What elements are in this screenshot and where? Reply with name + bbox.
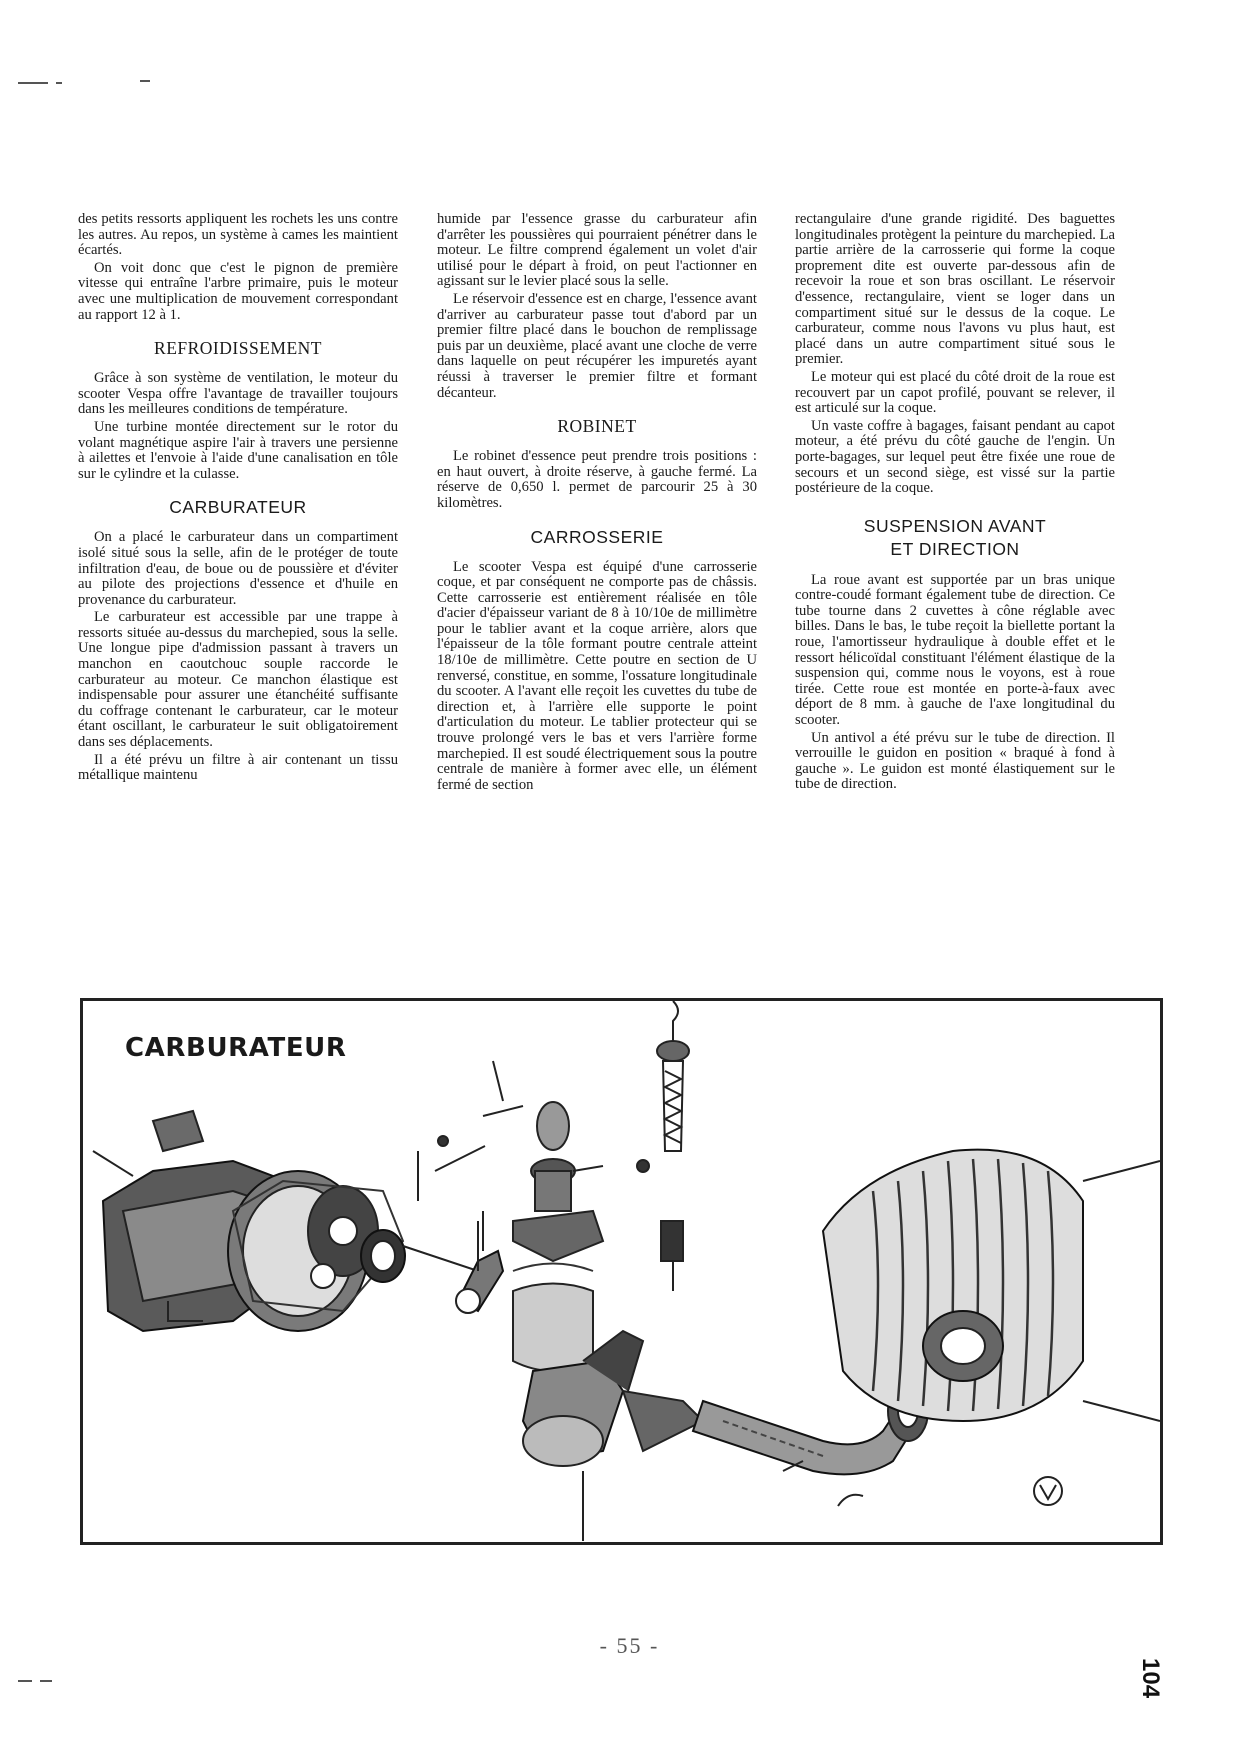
heading-line: ET DIRECTION [890, 538, 1020, 559]
paragraph: Le moteur qui est placé du côté droit de la roue est recouvert par un capot profilé, pouvant se relever, il est articulé sur la coque. [795, 368, 1115, 417]
engine-cylinder [823, 1150, 1160, 1421]
scan-mark [40, 1680, 52, 1682]
paragraph: humide par l'essence grasse du carburateur afin d'arrêter les poussières qui pourraient pénétrer dans le moteur. Le filtre comprend également un volet d'air utilisé pour le départ à froid, on peut l'actionner en agissant sur le levier placé sous la selle. [437, 211, 757, 290]
carburetor-exploded-diagram [80, 998, 1163, 1545]
archive-number: 104 [1137, 1658, 1164, 1699]
paragraph: La roue avant est supportée par un bras unique contre-coudé formant également tube de direction. Ce tube tourne dans 2 cuvettes à cône réglable avec billes. Dans le bas, le tube reçoit la biellette portant la roue, l'amortisseur hydraulique à double effet et le ressort hélicoïdal constituant l'élément élastique de la suspension qui, comme nous le voyons, est à roue tirée. Cette roue est montée en porte-à-faux avec déport de 8 mm. à gauche de l'axe longitudinal du scooter. [795, 571, 1115, 729]
paragraph: Le robinet d'essence peut prendre trois positions : en haut ouvert, à droite réserve, à gauche fermé. La réserve de 0,650 l. permet de parcourir 25 à 30 kilomètres. [437, 448, 757, 511]
heading-line: SUSPENSION AVANT [863, 515, 1047, 536]
paragraph: Un vaste coffre à bagages, faisant pendant au capot moteur, a été prévu du côté gauche de l'engin. Un porte-bagages, sur lequel peut être fixée une roue de secours et un second siège, est vissé sur la partie postérieure de la coque. [795, 417, 1115, 497]
text-column-1 [78, 212, 398, 784]
scan-mark [18, 82, 48, 84]
paragraph: Une turbine montée directement sur le rotor du volant magnétique aspire l'air à travers une persienne à ailettes et l'envoie à l'aide d'une canalisation en tôle sur le cylindre et la culasse. [78, 418, 398, 482]
spring-assembly [657, 1001, 689, 1291]
paragraph: des petits ressorts appliquent les rochets les uns contre les autres. Au repos, un système à cames les maintient écartés. [78, 211, 398, 259]
section-heading-carrosserie: CARROSSERIE [530, 526, 664, 547]
section-heading-robinet: ROBINET [557, 416, 637, 437]
assembly-line [403, 1246, 478, 1271]
paragraph: Grâce à son système de ventilation, le moteur du scooter Vespa offre l'avantage de travailler toujours dans les meilleures conditions de température. [78, 370, 398, 418]
scan-mark [56, 82, 62, 84]
screw [573, 1166, 603, 1171]
needle [493, 1061, 503, 1101]
paragraph: Il a été prévu un filtre à air contenant un tissu métallique maintenu [78, 751, 398, 784]
scan-mark [140, 80, 150, 82]
gasket-hole [371, 1241, 395, 1271]
paragraph: Le réservoir d'essence est en charge, l'essence avant d'arriver au carburateur passe tout d'abord par un premier filtre placé dans le bouchon de remplissage puis par un deuxième, placé avant une cloche de verre dans laquelle on peut récupérer les impuretés ayant réussi à traverser le premier filtre et formant décanteur. [437, 290, 757, 401]
scan-mark [18, 1680, 32, 1682]
section-heading-carburateur: CARBURATEUR [169, 497, 307, 518]
figure-title: CARBURATEUR [125, 1033, 347, 1063]
carburetor-body [483, 1061, 603, 1371]
paragraph: On voit donc que c'est le pignon de première vitesse qui entraîne l'arbre primaire, puis le moteur avec une multiplication de mouvement correspondant au rapport 12 à 1. [78, 259, 398, 323]
paragraph: Le carburateur est accessible par une trappe à ressorts située au-dessus du marchepied, sous la selle. Une longue pipe d'admission passant à travers un manchon en caoutchouc souple raccorde le carburateur au moteur. Ce manchon élastique est indispensable pour assurer une étanchéité suffisante du coffrage contenant le carburateur, car le moteur étant oscillant, le carburateur le suit obligatoirement dans ses déplacements. [78, 609, 398, 751]
paragraph: rectangulaire d'une grande rigidité. Des baguettes longitudinales protègent la peinture du marchepied. La partie arrière de la carrosserie qui forme la coque proprement dite est ouverte par-dessous afin de recevoir la roue et son bras oscillant. Le réservoir d'essence, rectangulaire, vient se loger dans un compartiment situé sur le dessus de la coque. Le carburateur, comme nous l'avons vu plus haut, est placé dans un autre compartiment situé sous le premier. [795, 211, 1115, 368]
paragraph: Un antivol a été prévu sur le tube de direction. Il verrouille le guidon en position « braqué à fond à gauche ». Le guidon est monté élastiquement sur le tube de direction. [795, 729, 1115, 793]
paragraph: Le scooter Vespa est équipé d'une carrosserie coque, et par conséquent ne comporte pas de châssis. Cette carrosserie est entièrement réalisée en tôle d'acier d'épaisseur variant de 8 à 10/10e de millimètre pour le tablier avant et la coque arrière, alors que l'épaisseur de la tôle formant poutre centrale atteint 18/10e de millimètre. Cette poutre en section de U renversé, constitue, en somme, l'ossature longitudinale du scooter. A l'avant elle reçoit les cuvettes du tube de direction et, à l'arrière elle supporte le point d'articulation du moteur. Le tablier protecteur qui se trouve prolongé vers le bas et vers l'arrière forme marchepied. Il est soudé électriquement sous la poutre centrale de manière à former avec elle, un élément fermé de section [437, 558, 757, 793]
page-number: - 55 - [599, 1633, 660, 1658]
exploded-view-drawing [83, 1001, 1160, 1542]
nut [438, 1136, 448, 1146]
section-heading-suspension [795, 515, 1115, 561]
paragraph: On a placé le carburateur dans un compartiment isolé situé sous la selle, afin de le protéger de toute infiltration d'eau, de boue ou de poussière et d'éviter au pilote des projections d'essence et d'huile en provenance du carburateur. [78, 529, 398, 608]
screw [483, 1106, 523, 1116]
nut [637, 1160, 649, 1172]
rod [435, 1146, 485, 1171]
section-heading-refroidissement: REFROIDISSEMENT [154, 338, 322, 359]
brand-logo [1034, 1477, 1062, 1505]
text-column-2 [437, 212, 757, 793]
clamp [838, 1495, 863, 1506]
text-column-3 [795, 212, 1115, 793]
